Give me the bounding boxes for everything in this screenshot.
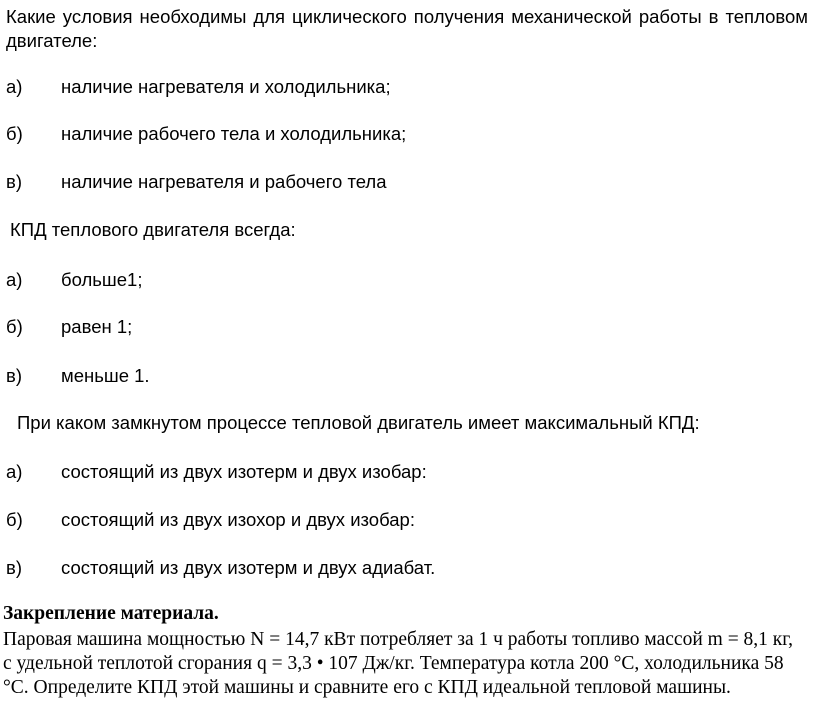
option-letter: в) (6, 171, 22, 192)
q1-option-c (6, 170, 387, 194)
option-letter: б) (6, 316, 23, 337)
option-letter: а) (6, 76, 23, 97)
option-letter: в) (6, 557, 22, 578)
option-text: наличие нагревателя и рабочего тела (61, 171, 387, 192)
q2-option-c (6, 364, 150, 388)
q3-option-c (6, 556, 435, 580)
option-text: состоящий из двух изохор и двух изобар: (61, 509, 415, 530)
task-text: Паровая машина мощностью N = 14,7 кВт потребляет за 1 ч работы топливо массой m = 8,1 кг, с удельной теплотой сгорания q = 3,3 • 107 Дж/кг. Температура котла 200 °С, холодильника 58 °С. Определите КПД этой машины и сравните его с КПД идеальной тепловой машины. (3, 629, 793, 698)
option-text: состоящий из двух изотерм и двух изобар: (61, 461, 427, 482)
option-letter: а) (6, 269, 23, 290)
section-title: Закрепление материала. (3, 603, 219, 624)
option-text: состоящий из двух изотерм и двух адиабат. (61, 557, 436, 578)
option-text: равен 1; (61, 316, 133, 337)
option-letter: в) (6, 365, 22, 386)
question-1-text: Какие условия необходимы для циклического получения механической работы в тепловом двигателе: (6, 6, 808, 51)
option-letter: а) (6, 461, 23, 482)
option-text: наличие рабочего тела и холодильника; (61, 123, 407, 144)
q3-option-a (6, 460, 427, 484)
q1-option-b (6, 122, 406, 146)
q2-option-b (6, 315, 132, 339)
q2-option-a (6, 268, 142, 292)
option-text: наличие нагревателя и холодильника; (61, 76, 391, 97)
option-letter: б) (6, 123, 23, 144)
option-letter: б) (6, 509, 23, 530)
q1-option-a (6, 75, 391, 99)
question-3-text: При каком замкнутом процессе тепловой двигатель имеет максимальный КПД: (17, 412, 700, 433)
option-text: меньше 1. (61, 365, 150, 386)
question-2-text: КПД теплового двигателя всегда: (10, 219, 296, 240)
option-text: больше1; (61, 269, 143, 290)
q3-option-b (6, 508, 415, 532)
